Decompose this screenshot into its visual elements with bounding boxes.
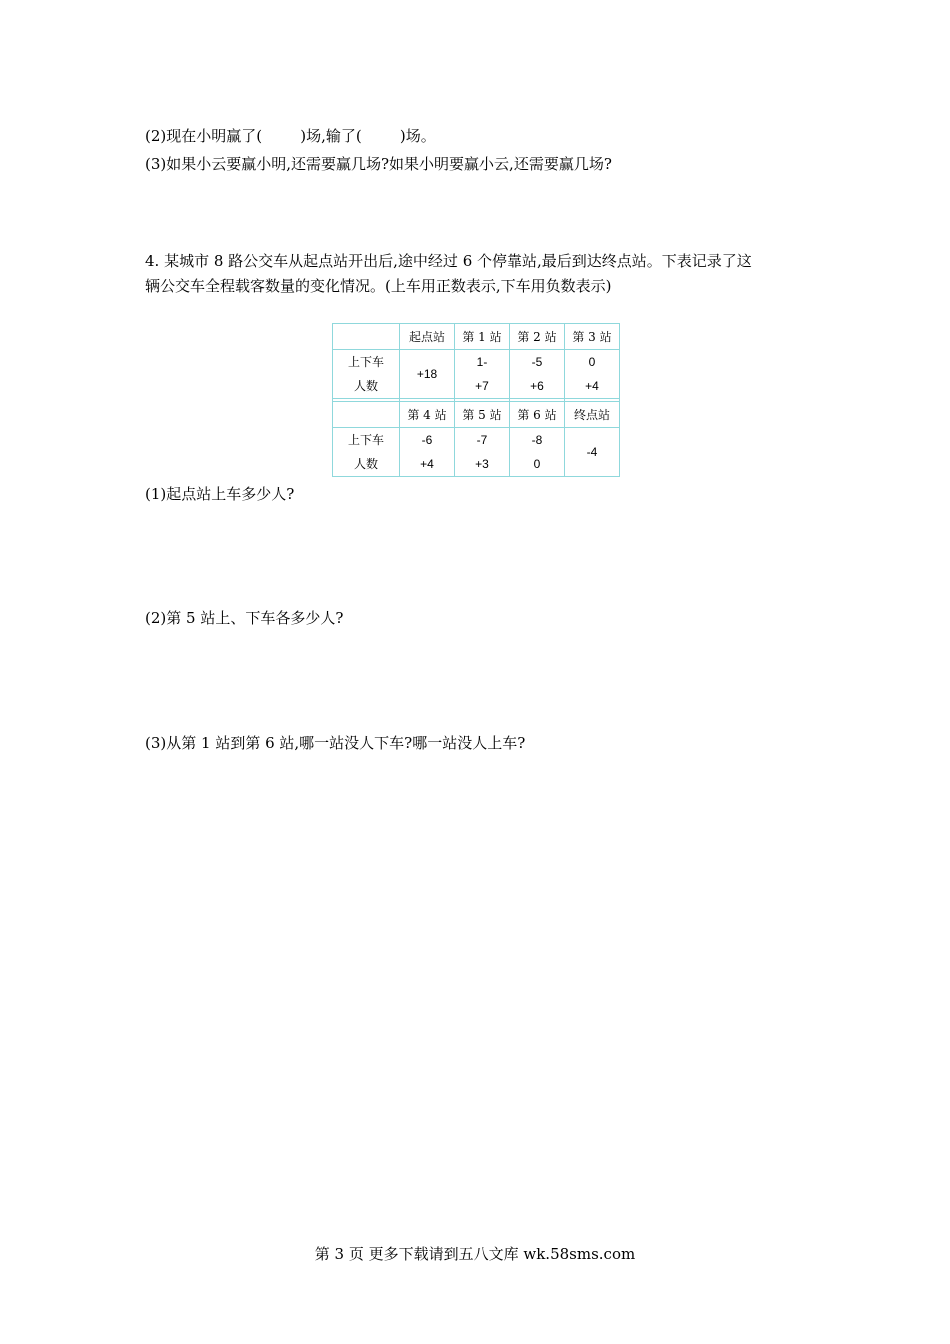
- cell-value-top: -6: [421, 433, 433, 447]
- sub-question-3: (3)从第 1 站到第 6 站,哪一站没人下车?哪一站没人上车?: [145, 734, 526, 752]
- table-cell-end: -4: [565, 428, 620, 477]
- table-data-row-1: [333, 350, 620, 399]
- table-header-cell: 第 1 站: [455, 324, 510, 350]
- table-cell-station-1: [455, 350, 510, 399]
- sub-question-1: (1)起点站上车多少人?: [145, 485, 295, 503]
- row-label-bottom: 人数: [353, 379, 378, 393]
- row-label-bottom: 人数: [353, 457, 378, 471]
- row-label-cell: [333, 350, 400, 399]
- table-cell-station-3: [565, 350, 620, 399]
- table-cell-start: +18: [400, 350, 455, 399]
- table-cell-station-4: [400, 428, 455, 477]
- table-header-cell: 第 4 站: [400, 402, 455, 428]
- row-label-cell: [333, 428, 400, 477]
- question-4-line-1: 4. 某城市 8 路公交车从起点站开出后,途中经过 6 个停靠站,最后到达终点站。下表记录了这: [145, 252, 752, 270]
- cell-value-top: -7: [476, 433, 488, 447]
- table-cell-station-5: [455, 428, 510, 477]
- table-header-cell: 第 2 站: [510, 324, 565, 350]
- cell-value-top: 1-: [476, 355, 488, 369]
- table-header-cell: [333, 324, 400, 350]
- sub-question-2: (2)第 5 站上、下车各多少人?: [145, 609, 344, 627]
- cell-value-bottom: 0: [533, 457, 541, 471]
- cell-value-bottom: +4: [585, 379, 599, 393]
- cell-value-bottom: +7: [475, 379, 489, 393]
- table-header-row-1: [333, 324, 620, 350]
- table-header-cell: 第 5 站: [455, 402, 510, 428]
- page-footer: 第 3 页 更多下载请到五八文库 wk.58sms.com: [314, 1245, 636, 1263]
- table-data-row-2: [333, 428, 620, 477]
- bus-passenger-table: [332, 323, 620, 477]
- table-header-cell: 起点站: [400, 324, 455, 350]
- row-label-top: 上下车: [347, 355, 384, 369]
- table-header-cell: 第 6 站: [510, 402, 565, 428]
- cell-value-bottom: +6: [530, 379, 544, 393]
- row-label-top: 上下车: [347, 433, 384, 447]
- table-header-cell: [333, 402, 400, 428]
- table-cell-station-6: [510, 428, 565, 477]
- table-header-row-2: [333, 402, 620, 428]
- cell-value-top: -8: [531, 433, 543, 447]
- question-3-part-3: (3)如果小云要赢小明,还需要赢几场?如果小明要赢小云,还需要赢几场?: [145, 155, 612, 173]
- table-header-cell: 终点站: [565, 402, 620, 428]
- cell-value-bottom: +4: [420, 457, 434, 471]
- cell-value-bottom: +3: [475, 457, 489, 471]
- question-4-line-2: 辆公交车全程载客数量的变化情况。(上车用正数表示,下车用负数表示): [145, 277, 612, 295]
- table-header-cell: 第 3 站: [565, 324, 620, 350]
- cell-value-top: -5: [531, 355, 543, 369]
- cell-value-top: 0: [588, 355, 596, 369]
- question-3-part-2: (2)现在小明赢了( )场,输了( )场。: [145, 127, 436, 145]
- table-cell-station-2: [510, 350, 565, 399]
